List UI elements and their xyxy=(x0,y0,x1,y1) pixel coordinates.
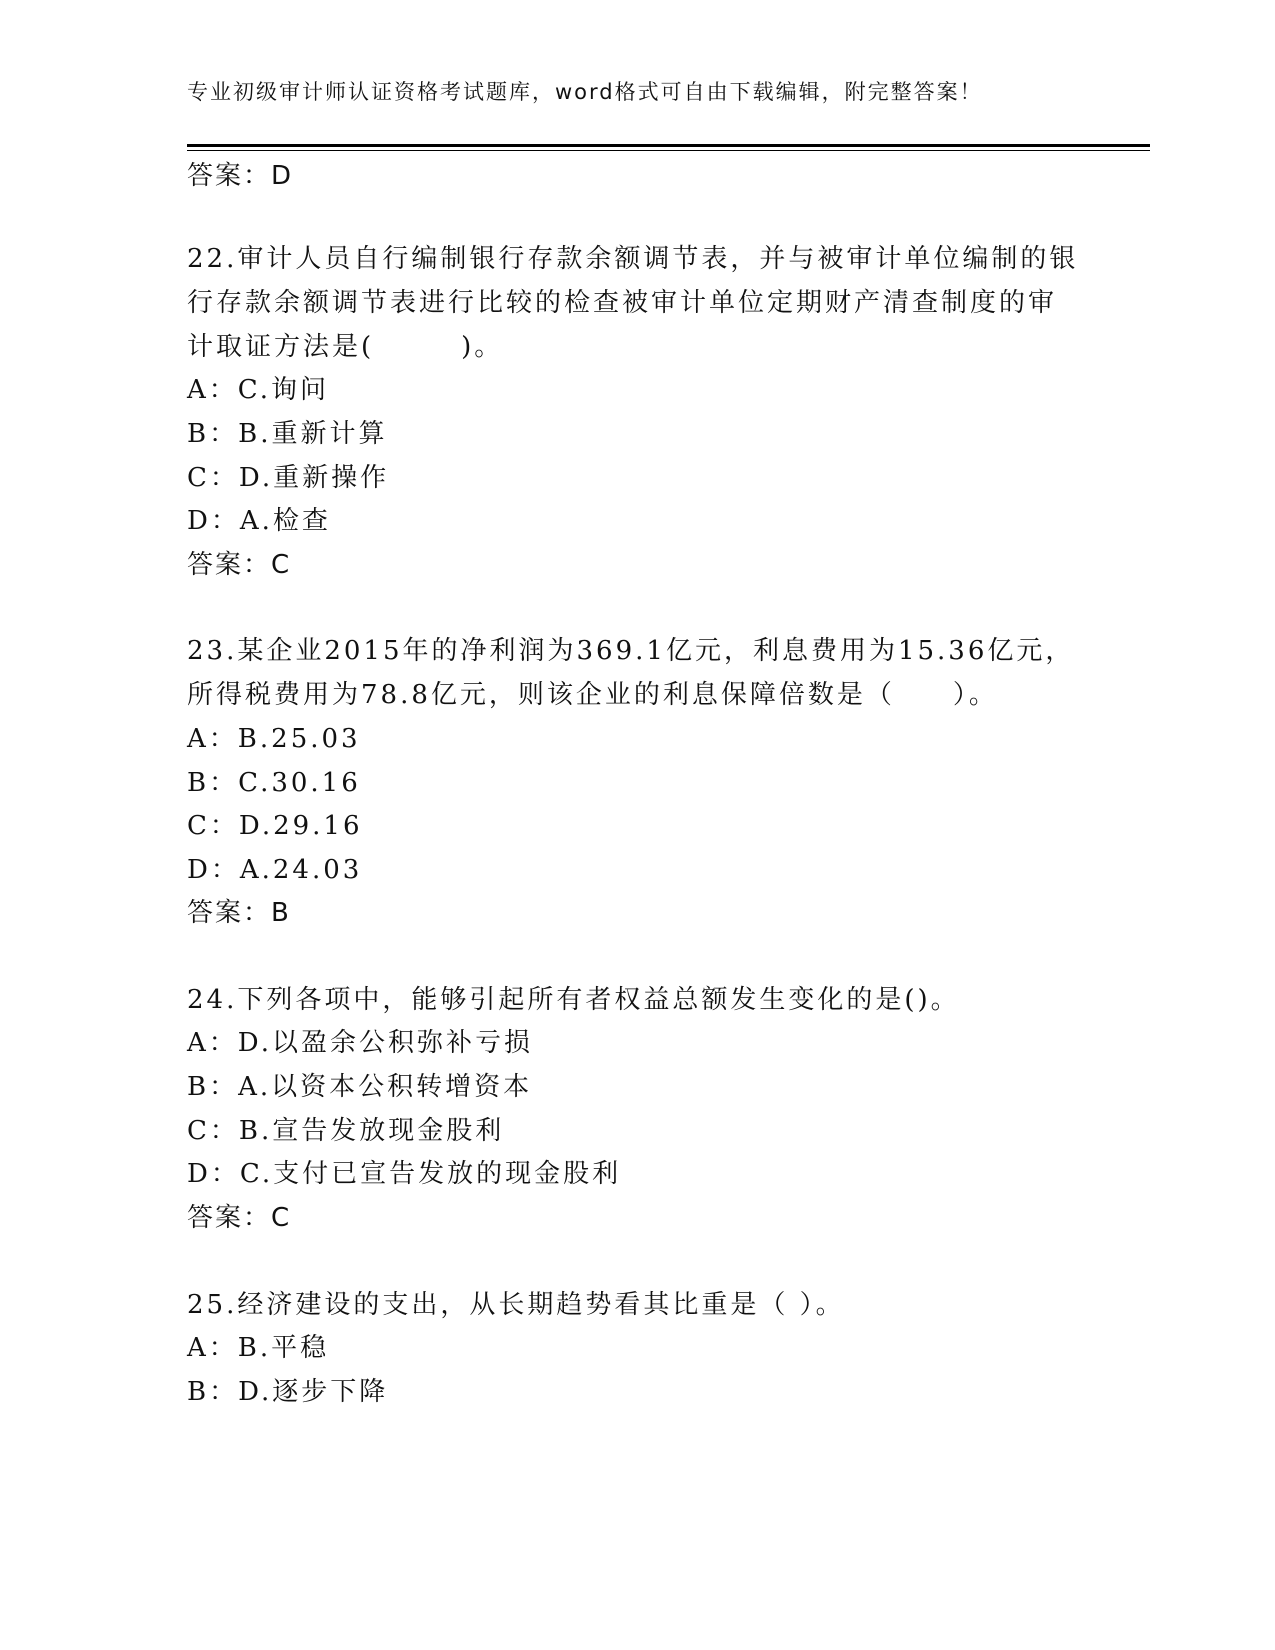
question-24-option-d: D：C.支付已宣告发放的现金股利 xyxy=(187,1159,622,1189)
question-23-option-b: B：C.30.16 xyxy=(187,768,361,798)
question-22-option-c: C：D.重新操作 xyxy=(187,463,390,493)
question-22-option-b: B：B.重新计算 xyxy=(187,419,388,449)
question-22-answer: 答案：C xyxy=(187,550,292,580)
question-23-option-c: C：D.29.16 xyxy=(187,811,363,841)
question-25-option-a: A：B.平稳 xyxy=(187,1333,330,1363)
question-25-text-line-1: 25.经济建设的支出，从长期趋势看其比重是（ ）。 xyxy=(187,1290,845,1320)
question-24-option-a: A：D.以盈余公积弥补亏损 xyxy=(187,1028,533,1058)
question-22-text-line-2: 行存款余额调节表进行比较的检查被审计单位定期财产清查制度的审 xyxy=(187,288,1058,318)
question-23-option-d: D：A.24.03 xyxy=(187,855,363,885)
header-divider-thin xyxy=(187,150,1150,151)
question-24-text-line-1: 24.下列各项中，能够引起所有者权益总额发生变化的是()。 xyxy=(187,985,960,1015)
question-25-option-b: B：D.逐步下降 xyxy=(187,1377,389,1407)
question-24-option-c: C：B.宣告发放现金股利 xyxy=(187,1116,505,1146)
previous-answer: 答案：D xyxy=(187,161,294,191)
question-23-option-a: A：B.25.03 xyxy=(187,724,361,754)
question-23-answer: 答案：B xyxy=(187,898,291,928)
question-22-text-line-1: 22.审计人员自行编制银行存款余额调节表，并与被审计单位编制的银 xyxy=(187,244,1079,274)
question-24-option-b: B：A.以资本公积转增资本 xyxy=(187,1072,533,1102)
question-22-option-a: A：C.询问 xyxy=(187,375,330,405)
question-24-answer: 答案：C xyxy=(187,1203,292,1233)
question-22-text-line-3: 计取证方法是( )。 xyxy=(187,332,504,362)
header-divider-thick xyxy=(187,144,1150,147)
question-23-text-line-2: 所得税费用为78.8亿元，则该企业的利息保障倍数是（ ）。 xyxy=(187,680,998,710)
question-23-text-line-1: 23.某企业2015年的净利润为369.1亿元，利息费用为15.36亿元， xyxy=(187,636,1075,666)
page-header: 专业初级审计师认证资格考试题库，word格式可自由下载编辑，附完整答案！ xyxy=(187,80,983,104)
question-22-option-d: D：A.检查 xyxy=(187,506,331,536)
